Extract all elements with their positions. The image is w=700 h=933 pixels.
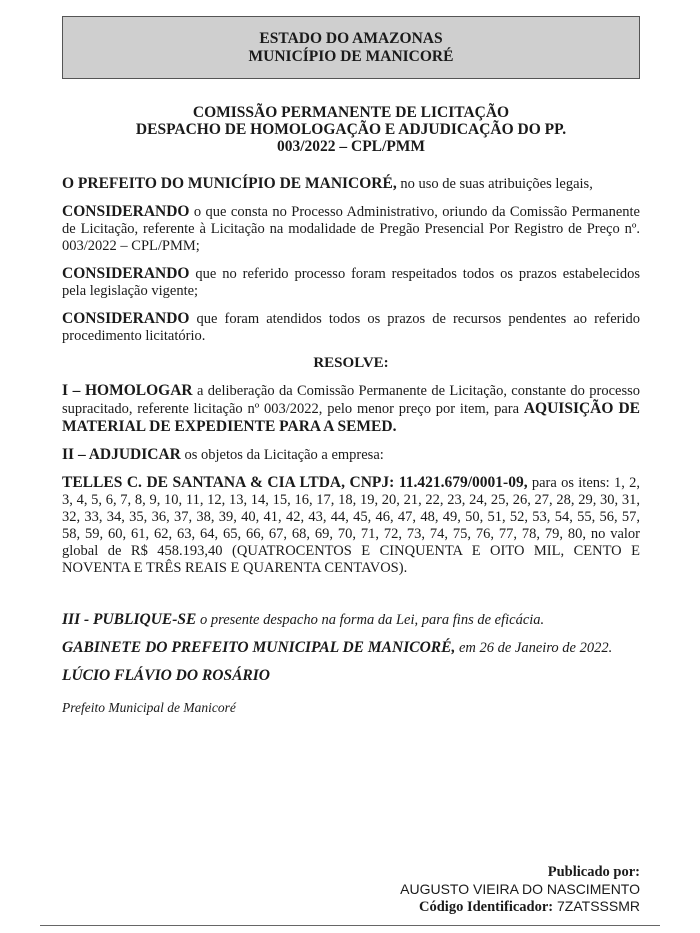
item-publique xyxy=(62,611,640,629)
considerando-3 xyxy=(62,310,640,345)
intro-paragraph xyxy=(62,175,640,193)
header-municipality: MUNICÍPIO DE MANICORÉ xyxy=(248,48,454,65)
published-label: Publicado por: xyxy=(547,864,640,880)
title-line-2: DESPACHO DE HOMOLOGAÇÃO E ADJUDICAÇÃO DO PP. xyxy=(135,121,567,138)
company-name: TELLES C. DE SANTANA & CIA LTDA, CNPJ: 11.421.679/0001-09, xyxy=(62,474,528,491)
item-homologar xyxy=(62,382,640,436)
title-line-1: COMISSÃO PERMANENTE DE LICITAÇÃO xyxy=(192,104,510,121)
signer-name: LÚCIO FLÁVIO DO ROSÁRIO xyxy=(62,667,271,684)
considerando-1 xyxy=(62,203,640,255)
code-value: 7ZATSSSMR xyxy=(553,898,640,914)
considerando-text: o que consta no Processo Administrativo, oriundo da Comissão Permanente de Licitação, referente à Licitação na modalidade de Pregão Presencial Por Registro de Preço nº. 003/2022 – CPL/PMM; xyxy=(62,204,640,254)
considerando-text: que no referido processo foram respeitados todos os prazos estabelecidos pela legislação vigente; xyxy=(62,266,640,299)
document-title xyxy=(62,104,640,155)
gabinete-paragraph xyxy=(62,639,640,657)
gabinete-label: GABINETE DO PREFEITO MUNICIPAL DE MANICORÉ, xyxy=(62,639,456,656)
considerando-label: CONSIDERANDO xyxy=(62,203,190,220)
intro-text: no uso de suas atribuições legais, xyxy=(396,176,593,192)
header-state: ESTADO DO AMAZONAS xyxy=(259,30,443,47)
homologar-object: AQUISIÇÃO DE MATERIAL DE EXPEDIENTE PARA A SEMED. xyxy=(62,400,641,435)
spacer xyxy=(62,587,640,611)
item-adjudicar xyxy=(62,446,640,464)
publique-text: o presente despacho na forma da Lei, para fins de eficácia. xyxy=(196,612,545,628)
company-paragraph xyxy=(62,474,640,577)
header-box xyxy=(62,16,640,79)
publique-label: III - PUBLIQUE-SE xyxy=(62,611,197,628)
signer-role: Prefeito Municipal de Manicoré xyxy=(62,700,236,715)
publisher-name: AUGUSTO VIEIRA DO NASCIMENTO xyxy=(400,881,640,897)
publication-footer xyxy=(400,864,640,916)
title-line-3: 003/2022 – CPL/PMM xyxy=(276,138,426,155)
considerando-text: que foram atendidos todos os prazos de recursos pendentes ao referido procedimento licitatório. xyxy=(62,311,640,344)
homologar-text: a deliberação da Comissão Permanente de Licitação, constante do processo supracitado, referente licitação nº 003/2022, pelo menor preço por item, para xyxy=(62,383,641,417)
resolve-heading: RESOLVE: xyxy=(313,355,389,371)
company-items-text: para os itens: 1, 2, 3, 4, 5, 6, 7, 8, 9, 10, 11, 12, 13, 14, 15, 16, 17, 18, 19, 20, 21, 22, 23, 24, 25, 26, 27, 28, 29, 30, 31, 32, 33, 34, 35, 36, 37, 38, 39, 40, 41, 42, 43, 44, 45, 46, 47, 48, 49, 50, 51, 52, 53, 54, 55, 56, 57, 58, 59, 60, 61, 62, 63, 64, 65, 66, 67, 68, 69, 70, 71, 72, 73, 74, 75, 76, 77, 78, 79, 80, no valor global de R$ 458.193,40 (QUATROCENTOS E CINQUENTA E OITO MIL, CENTO E NOVENTA E TRÊS REAIS E QUARENTA CENTAVOS). xyxy=(62,475,640,576)
intro-bold: O PREFEITO DO MUNICÍPIO DE MANICORÉ, xyxy=(62,175,397,192)
considerando-2 xyxy=(62,265,640,300)
adjudicar-text: os objetos da Licitação a empresa: xyxy=(180,447,384,463)
considerando-label: CONSIDERANDO xyxy=(62,310,190,327)
signer-name-line xyxy=(62,667,640,685)
gabinete-date: em 26 de Janeiro de 2022. xyxy=(455,640,613,656)
adjudicar-label: II – ADJUDICAR xyxy=(62,446,181,463)
homologar-label: I – HOMOLOGAR xyxy=(62,382,193,399)
bottom-divider xyxy=(40,925,660,926)
considerando-label: CONSIDERANDO xyxy=(62,265,190,282)
code-label: Código Identificador: xyxy=(419,899,554,915)
document-body xyxy=(62,104,640,726)
